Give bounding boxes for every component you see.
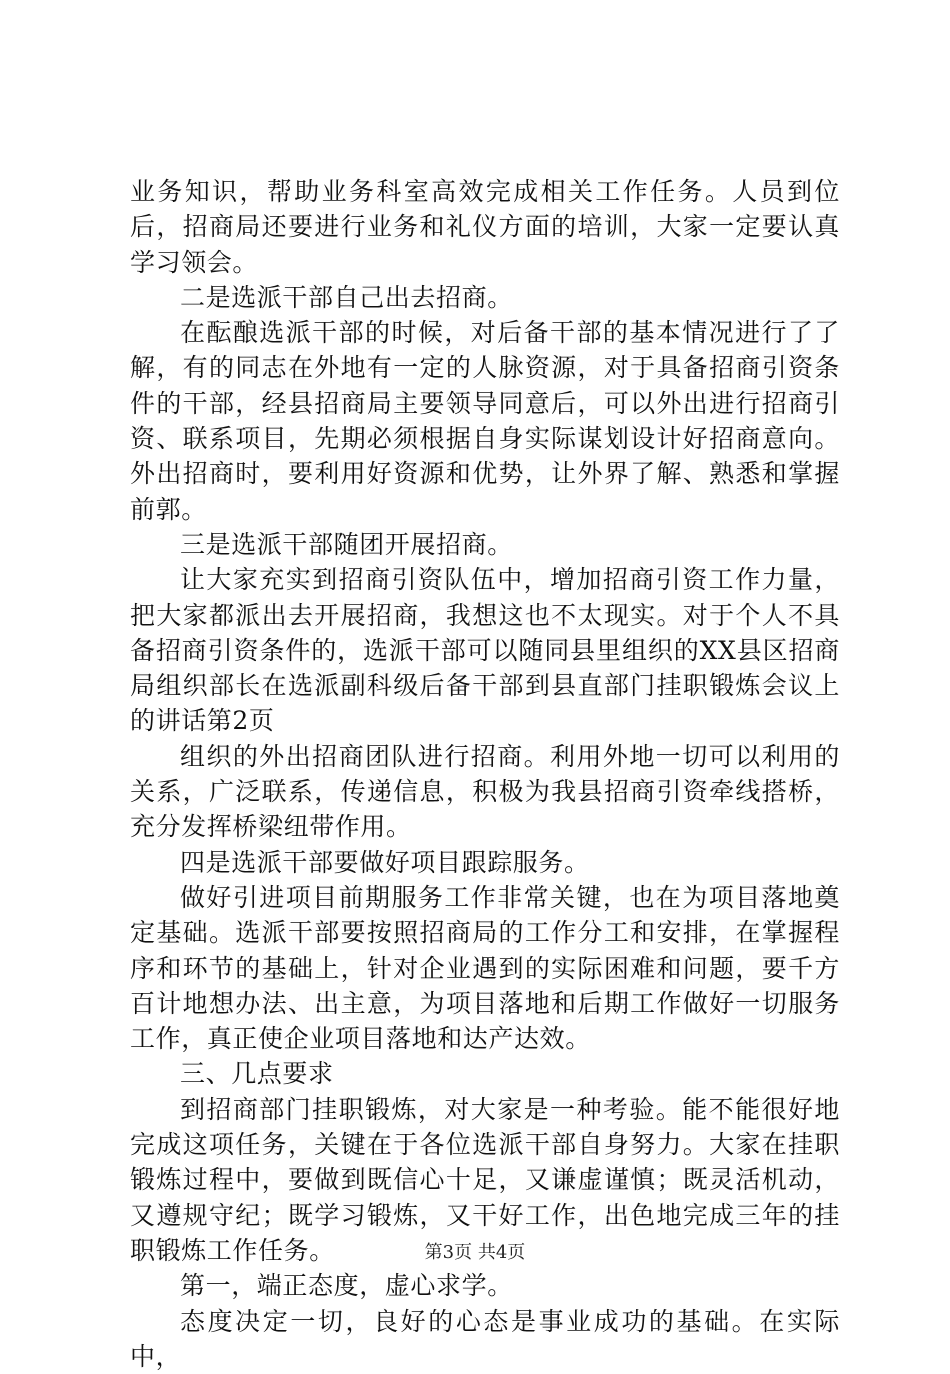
paragraph-5: 让大家充实到招商引资队伍中，增加招商引资工作力量，把大家都派出去开展招商，我想这也不太现实。对于个人不具备招商引资条件的，选派干部可以随同县里组织的XX县区招商局组织部长在选派副科级后备干部到县直部门挂职锻炼会议上的讲话第2页 xyxy=(130,562,840,738)
paragraph-12: 态度决定一切，良好的心态是事业成功的基础。在实际中， xyxy=(130,1304,840,1374)
paragraph-3: 在酝酿选派干部的时候，对后备干部的基本情况进行了了解，有的同志在外地有一定的人脉资源，对于具备招商引资条件的干部，经县招商局主要领导同意后，可以外出进行招商引资、联系项目，先期必须根据自身实际谋划设计好招商意向。外出招商时，要利用好资源和优势，让外界了解、熟悉和掌握前郭。 xyxy=(130,315,840,527)
page-number-footer: 第3页 共4页 xyxy=(0,1238,950,1264)
paragraph-6: 组织的外出招商团队进行招商。利用外地一切可以利用的关系，广泛联系，传递信息，积极为我县招商引资牵线搭桥，充分发挥桥梁纽带作用。 xyxy=(130,739,840,845)
section-heading: 三、几点要求 xyxy=(130,1056,840,1091)
paragraph-2: 二是选派干部自己出去招商。 xyxy=(130,280,840,315)
paragraph-11: 第一，端正态度，虚心求学。 xyxy=(130,1268,840,1303)
paragraph-7: 四是选派干部要做好项目跟踪服务。 xyxy=(130,845,840,880)
body-text xyxy=(130,174,840,1374)
paragraph-4: 三是选派干部随团开展招商。 xyxy=(130,527,840,562)
paragraph-1: 业务知识，帮助业务科室高效完成相关工作任务。人员到位后，招商局还要进行业务和礼仪方面的培训，大家一定要认真学习领会。 xyxy=(130,174,840,280)
paragraph-10: 到招商部门挂职锻炼，对大家是一种考验。能不能很好地完成这项任务，关键在于各位选派干部自身努力。大家在挂职锻炼过程中，要做到既信心十足，又谦虚谨慎；既灵活机动，又遵规守纪；既学习锻炼，又干好工作，出色地完成三年的挂职锻炼工作任务。 xyxy=(130,1092,840,1268)
paragraph-8: 做好引进项目前期服务工作非常关键，也在为项目落地奠定基础。选派干部要按照招商局的工作分工和安排，在掌握程序和环节的基础上，针对企业遇到的实际困难和问题，要千方百计地想办法、出主意，为项目落地和后期工作做好一切服务工作，真正使企业项目落地和达产达效。 xyxy=(130,880,840,1056)
